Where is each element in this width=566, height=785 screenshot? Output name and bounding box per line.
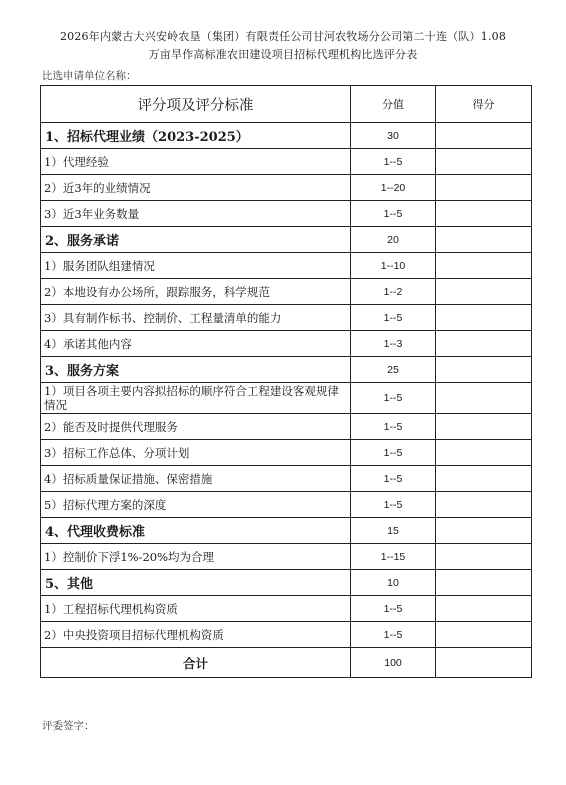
item-points: 1--5 (351, 622, 436, 648)
item-row (41, 383, 532, 414)
item-row (41, 305, 532, 331)
item-label: 1）服务团队组建情况 (41, 253, 351, 279)
section-row (41, 123, 532, 149)
item-points: 1--5 (351, 414, 436, 440)
section-points: 20 (351, 227, 436, 253)
item-row (41, 596, 532, 622)
item-row (41, 201, 532, 227)
title-line-2: 万亩旱作高标准农田建设项目招标代理机构比选评分表 (148, 48, 418, 61)
score-cell[interactable] (436, 622, 532, 648)
item-points: 1--10 (351, 253, 436, 279)
applicant-name-label: 比选申请单位名称： (42, 70, 137, 82)
item-points: 1--5 (351, 440, 436, 466)
item-label: 2）近3年的业绩情况 (41, 175, 351, 201)
total-label: 合计 (41, 648, 351, 678)
section-label: 5、其他 (41, 570, 351, 596)
section-label: 2、服务承诺 (41, 227, 351, 253)
score-cell[interactable] (436, 175, 532, 201)
header-score: 得分 (436, 86, 532, 123)
item-points: 1--5 (351, 383, 436, 414)
section-row (41, 518, 532, 544)
table-header-row (41, 86, 532, 123)
score-cell[interactable] (436, 414, 532, 440)
item-label: 2）本地设有办公场所，跟踪服务，科学规范 (41, 279, 351, 305)
item-label: 1）控制价下浮1%-20%均为合理 (41, 544, 351, 570)
item-label: 3）近3年业务数量 (41, 201, 351, 227)
document-title (0, 28, 566, 64)
item-label: 3）招标工作总体、分项计划 (41, 440, 351, 466)
section-row (41, 357, 532, 383)
score-cell[interactable] (436, 253, 532, 279)
scoring-table (40, 85, 532, 678)
header-points: 分值 (351, 86, 436, 123)
item-points: 1--5 (351, 492, 436, 518)
item-points: 1--5 (351, 305, 436, 331)
section-points: 15 (351, 518, 436, 544)
item-points: 1--20 (351, 175, 436, 201)
section-label: 1、招标代理业绩（2023-2025） (41, 123, 351, 149)
item-label: 1）工程招标代理机构资质 (41, 596, 351, 622)
total-row (41, 648, 532, 678)
section-points: 30 (351, 123, 436, 149)
item-points: 1--5 (351, 466, 436, 492)
score-cell[interactable] (436, 331, 532, 357)
item-points: 1--5 (351, 201, 436, 227)
score-cell[interactable] (436, 305, 532, 331)
score-cell[interactable] (436, 648, 532, 678)
section-row (41, 227, 532, 253)
item-label: 4）承诺其他内容 (41, 331, 351, 357)
item-label: 2）能否及时提供代理服务 (41, 414, 351, 440)
item-row (41, 414, 532, 440)
score-cell[interactable] (436, 518, 532, 544)
item-label: 1）项目各项主要内容拟招标的顺序符合工程建设客观规律情况 (41, 383, 351, 414)
item-label: 4）招标质量保证措施、保密措施 (41, 466, 351, 492)
section-label: 4、代理收费标准 (41, 518, 351, 544)
item-label: 5）招标代理方案的深度 (41, 492, 351, 518)
section-points: 25 (351, 357, 436, 383)
item-points: 1--15 (351, 544, 436, 570)
total-points: 100 (351, 648, 436, 678)
item-points: 1--5 (351, 596, 436, 622)
item-label: 2）中央投资项目招标代理机构资质 (41, 622, 351, 648)
score-cell[interactable] (436, 570, 532, 596)
judge-signature-label: 评委签字： (42, 720, 95, 732)
score-cell[interactable] (436, 149, 532, 175)
score-cell[interactable] (436, 201, 532, 227)
item-label: 3）具有制作标书、控制价、工程量清单的能力 (41, 305, 351, 331)
item-row (41, 544, 532, 570)
title-line-1: 2026年内蒙古大兴安岭农垦（集团）有限责任公司甘河农牧场分公司第二十连（队）1.08 (59, 30, 507, 43)
item-row (41, 149, 532, 175)
score-cell[interactable] (436, 383, 532, 414)
score-cell[interactable] (436, 123, 532, 149)
score-cell[interactable] (436, 596, 532, 622)
score-cell[interactable] (436, 544, 532, 570)
score-cell[interactable] (436, 492, 532, 518)
score-cell[interactable] (436, 466, 532, 492)
item-row (41, 622, 532, 648)
item-row (41, 331, 532, 357)
score-cell[interactable] (436, 357, 532, 383)
score-cell[interactable] (436, 440, 532, 466)
score-cell[interactable] (436, 227, 532, 253)
header-criteria: 评分项及评分标准 (41, 86, 351, 123)
item-row (41, 175, 532, 201)
section-row (41, 570, 532, 596)
score-cell[interactable] (436, 279, 532, 305)
item-points: 1--3 (351, 331, 436, 357)
section-points: 10 (351, 570, 436, 596)
item-row (41, 492, 532, 518)
item-points: 1--5 (351, 149, 436, 175)
item-row (41, 440, 532, 466)
section-label: 3、服务方案 (41, 357, 351, 383)
item-row (41, 466, 532, 492)
item-row (41, 253, 532, 279)
item-label: 1）代理经验 (41, 149, 351, 175)
item-points: 1--2 (351, 279, 436, 305)
item-row (41, 279, 532, 305)
